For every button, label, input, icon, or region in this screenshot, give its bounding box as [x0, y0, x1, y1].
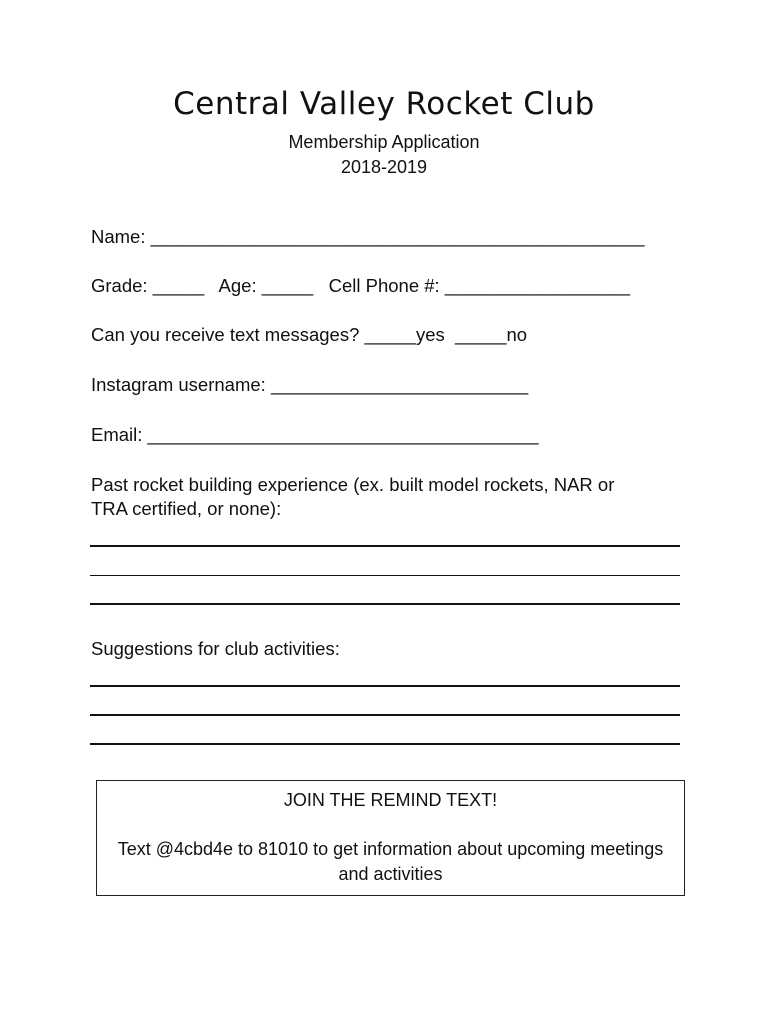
suggestions-label: Suggestions for club activities:: [91, 638, 340, 659]
remind-box: [96, 780, 685, 896]
experience-answer-line-1[interactable]: [90, 545, 680, 547]
school-year: 2018-2019: [340, 157, 428, 177]
suggestions-answer-line-3[interactable]: [90, 743, 680, 745]
experience-answer-line-2[interactable]: [90, 575, 680, 576]
page-title: Central Valley Rocket Club: [173, 86, 595, 122]
experience-answer-line-3[interactable]: [90, 603, 680, 605]
grade-age-phone-field[interactable]: Grade: _____ Age: _____ Cell Phone #: __________________: [91, 275, 631, 296]
text-messages-field[interactable]: Can you receive text messages? _____yes _____no: [91, 324, 528, 345]
suggestions-answer-line-1[interactable]: [90, 685, 680, 687]
remind-body: Text @4cbd4e to 81010 to get information about upcoming meetings and activities: [117, 839, 664, 884]
experience-label-line-1: Past rocket building experience (ex. built model rockets, NAR or: [91, 474, 615, 495]
instagram-field[interactable]: Instagram username: _________________________: [91, 374, 529, 395]
remind-title: JOIN THE REMIND TEXT!: [283, 790, 498, 810]
name-field[interactable]: Name: ________________________________________________: [91, 226, 645, 247]
page-subtitle: Membership Application: [288, 132, 480, 152]
suggestions-answer-line-2[interactable]: [90, 714, 680, 716]
email-field[interactable]: Email: ______________________________________: [91, 424, 539, 445]
experience-label-line-2: TRA certified, or none):: [91, 498, 282, 519]
